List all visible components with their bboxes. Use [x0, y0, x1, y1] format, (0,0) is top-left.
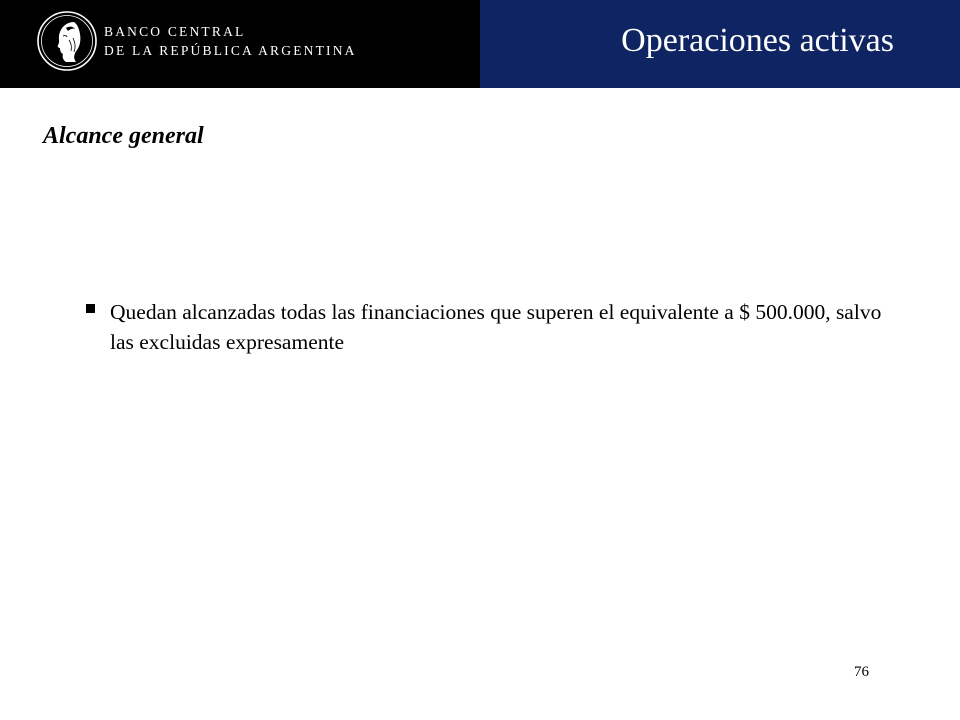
square-bullet-icon — [86, 304, 95, 313]
logo-text-line1: BANCO CENTRAL — [104, 24, 246, 39]
bank-emblem-icon — [36, 10, 98, 72]
logo-text-line2: DE LA REPÚBLICA ARGENTINA — [104, 43, 357, 58]
bullet-text: Quedan alcanzadas todas las financiaciones que superen el equivalente a $ 500.000, salvo las excluidas expresamente — [110, 300, 882, 354]
header-right-panel — [480, 0, 960, 88]
header-left-panel — [0, 0, 480, 88]
header-title: Operaciones activas — [621, 22, 894, 59]
section-title: Alcance general — [43, 123, 204, 149]
page-number: 76 — [854, 664, 869, 680]
